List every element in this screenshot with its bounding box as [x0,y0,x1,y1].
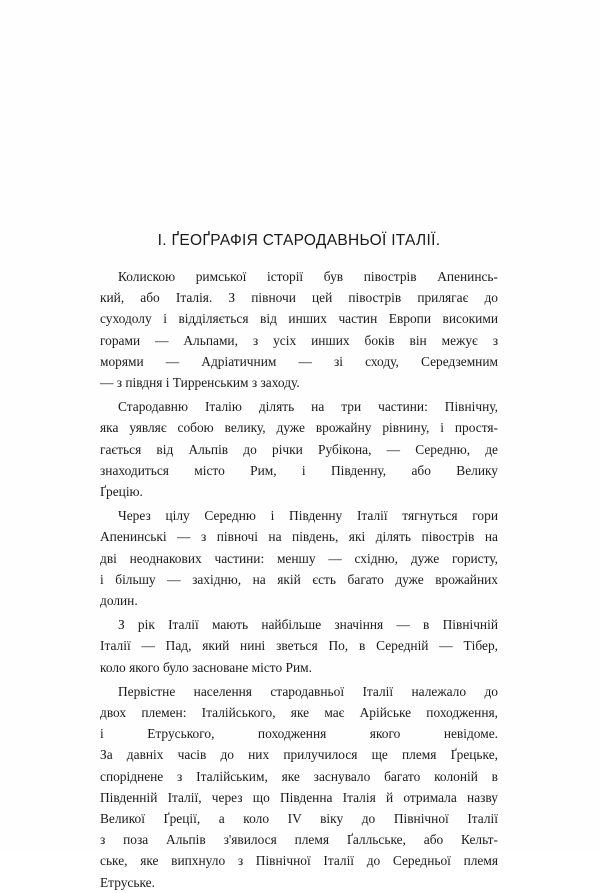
text-line: яка уявляє собою велику, дуже врожайну рівнину, і простя- [100,420,498,436]
text-line: споріднене з Італійським, яке заснувало багато колоній в [100,768,498,784]
chapter-body [100,266,498,893]
text-line: з поза Альпів з'явилося племя Ґалльське, або Кельт- [100,832,498,848]
text-line: ське, яке випхнуло з Північної Італії до Середньої племя [100,853,498,869]
text-line: дві неоднакових частини: меншу — східню, дуже гористу, [100,550,498,566]
text-line: Первістне населення стародавньої Італії належало до [118,683,498,699]
text-line: Через цілу Середню і Південну Італії тягнуться гори [118,508,498,524]
text-line: двох племен: Італійського, яке має Арійське походження, [100,705,498,721]
text-line: — з півдня і Тирренським з заходу. [100,375,300,391]
text-line: Італії — Пад, який нині зветься По, в Середній — Тібер, [100,638,498,654]
text-line: знаходиться місто Рим, і Південну, або Велику [100,462,498,478]
paragraph [100,681,498,893]
text-line: За давніх часів до них прилучилося ще племя Ґрецьке, [100,747,498,763]
paragraph [100,505,498,611]
text-line: морями — Адріатичним — зі сходу, Середземним [100,353,498,369]
text-line: Стародавню Італію ділять на три частини: Північну, [118,399,498,415]
paragraph [100,396,498,502]
text-line: суходолу і відділяється від инших частин Европи високими [100,311,498,327]
text-line: Південній Італії, через що Південна Італія й отримала назву [100,789,498,805]
paragraph [100,266,498,393]
text-line: Колискою римської історії був півострів Апенинсь- [118,269,498,284]
text-line: гається від Альпів до річки Рубікона, — Середню, де [100,441,498,457]
text-line: коло якого було засноване місто Рим. [100,659,312,675]
text-line: Великої Ґреції, а коло IV віку до Північної Італії [100,811,498,827]
paragraph [100,614,498,678]
text-line: Ґрецію. [100,484,143,500]
text-line: і більшу — західню, на якій єсть багато дуже врожайних [100,571,498,587]
text-line: Апенинські — з півночі на південь, які ділять півострів на [100,529,498,545]
text-line: долин. [100,593,138,609]
text-line: кий, або Італія. З півночи цей півострів прилягає до [100,290,498,306]
text-line: Етруське. [100,874,155,890]
text-line: і Етруського, походження якого невідоме. [100,726,498,742]
text-line: З рік Італії мають найбільше значіння — в Північній [118,617,498,633]
chapter-heading: I. ҐЕОҐРАФІЯ СТАРОДАВНЬОЇ ІТАЛІЇ. [157,232,441,249]
text-line: горами — Альпами, з усіх инших боків він межує з [100,332,498,348]
